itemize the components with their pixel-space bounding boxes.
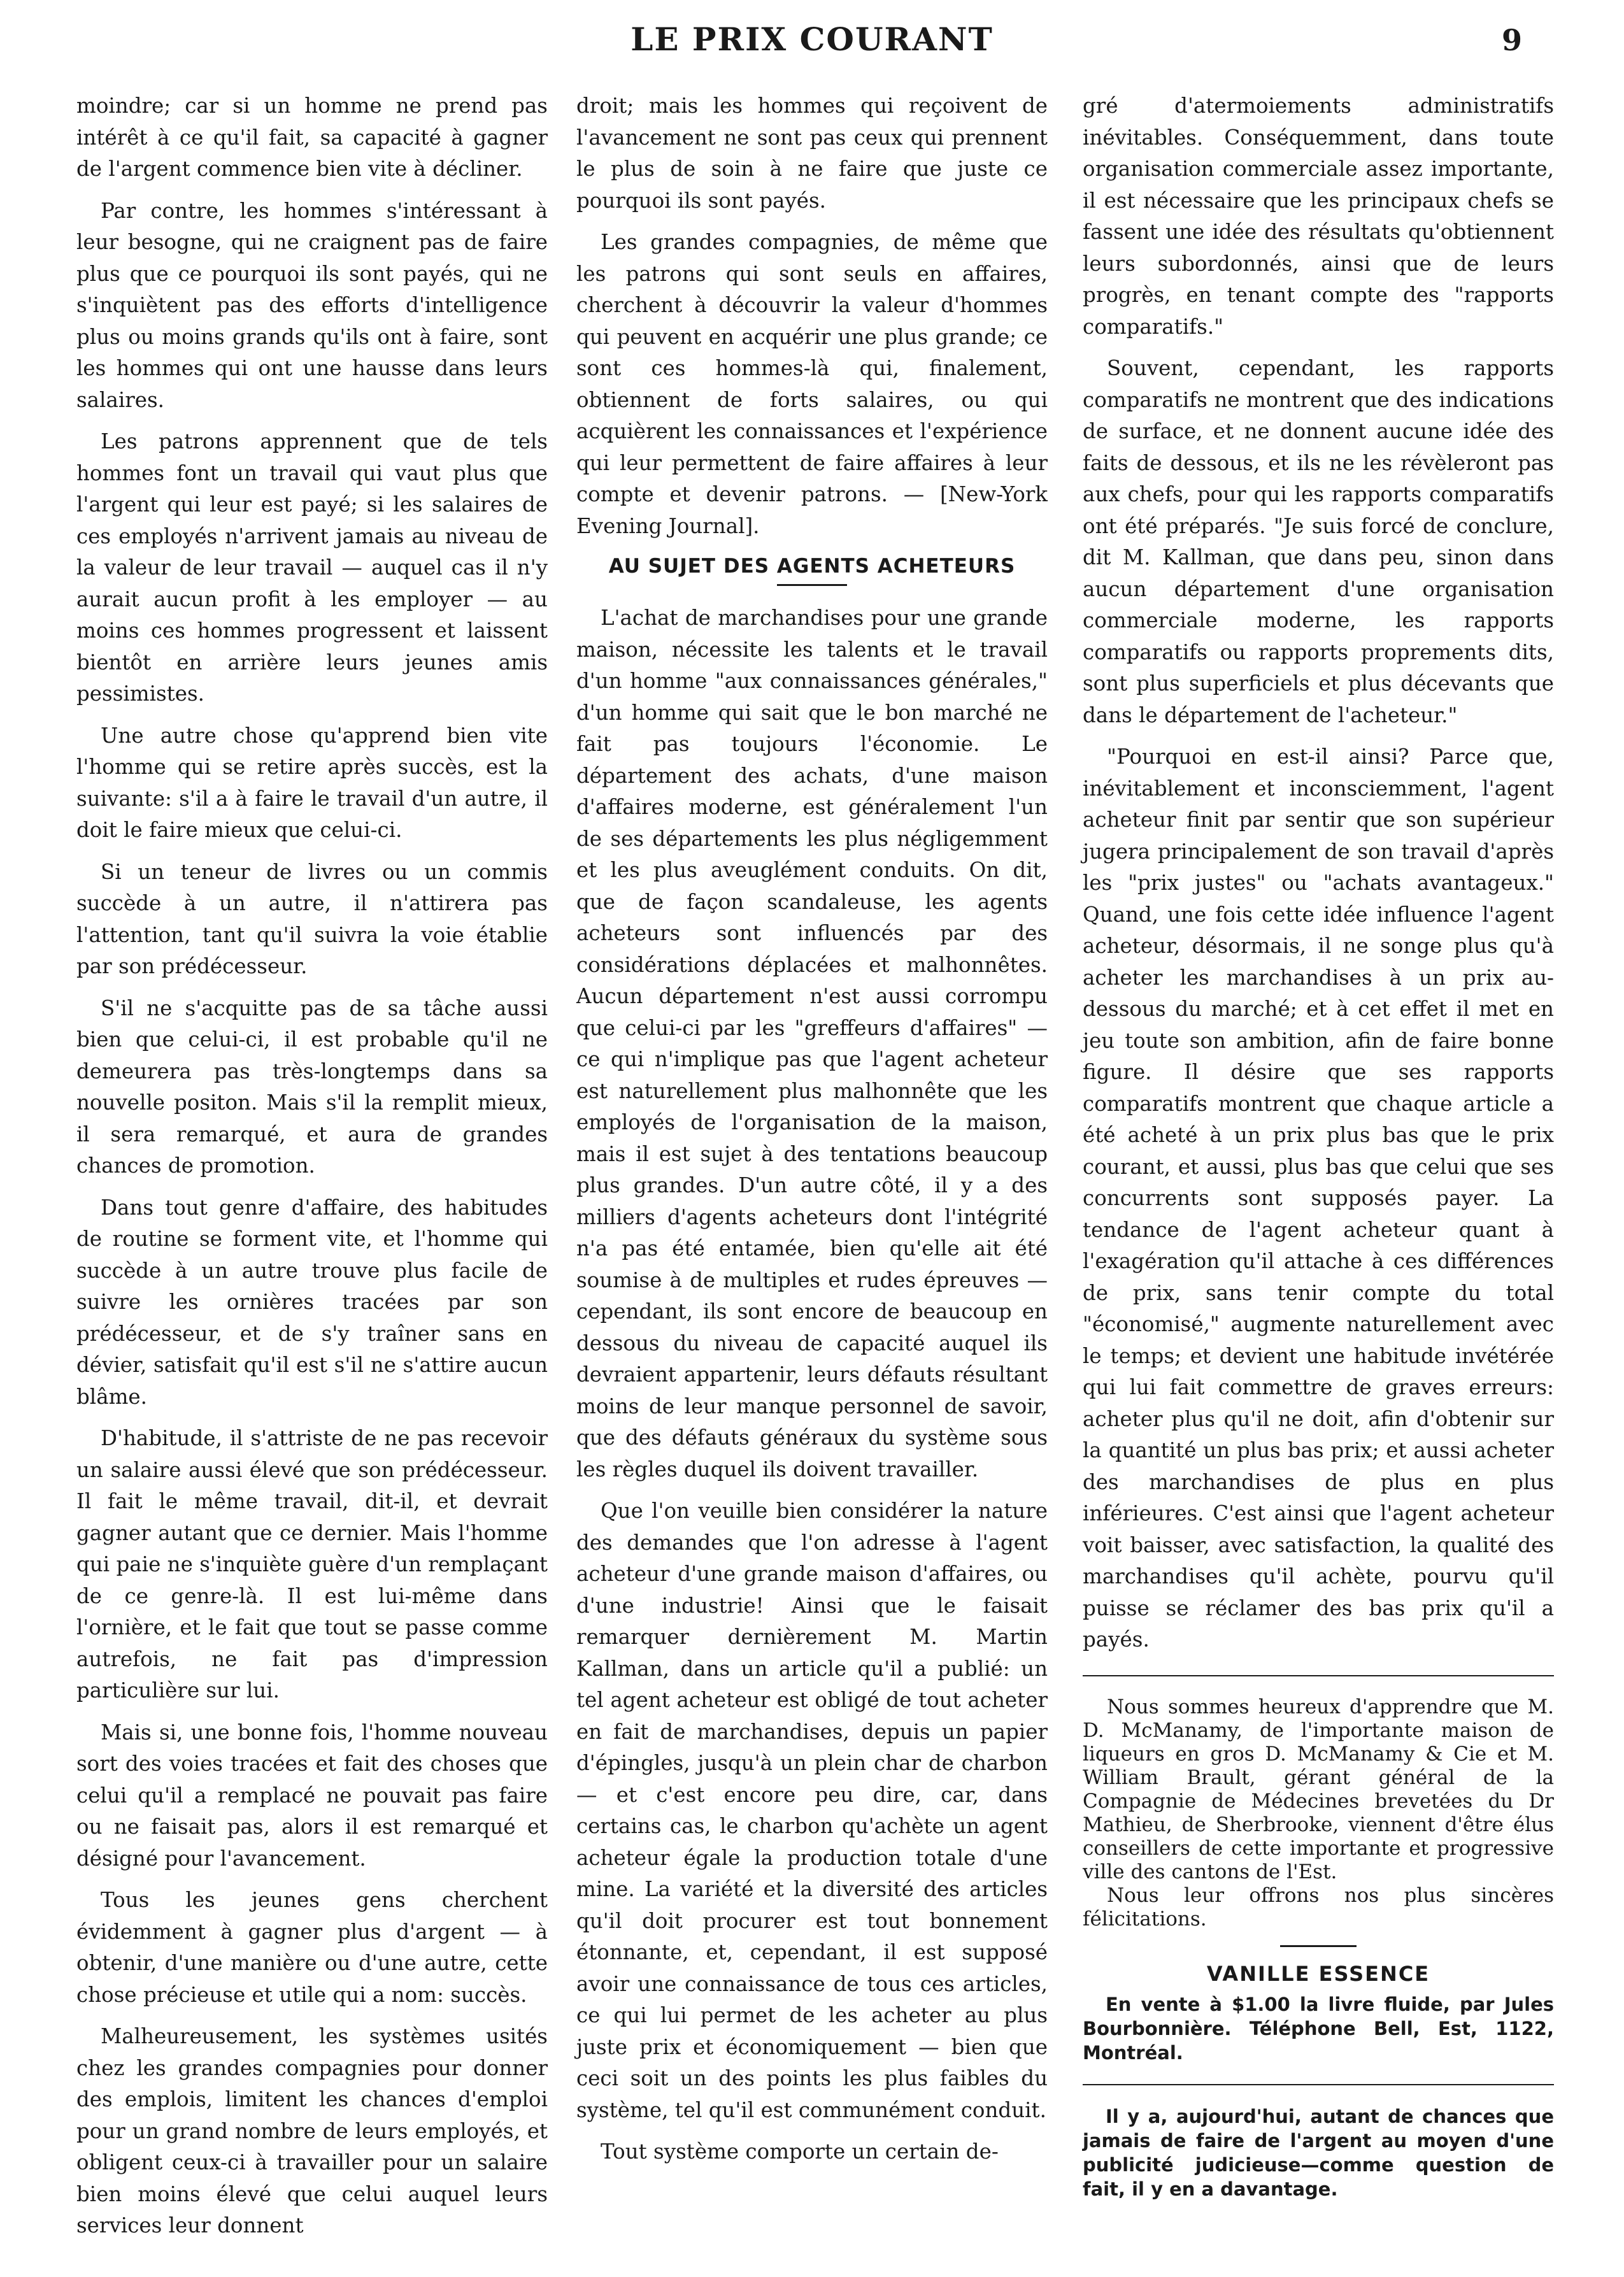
- paragraph: Tout système comporte un certain de-: [601, 2139, 999, 2164]
- paragraph: Dans tout genre d'affaire, des habitudes de routine se forment vite, et l'homme qui succède à un autre trouve plus facile de suivre les ornières tracées par son prédécesseur, et de s'y traîner sans en dévier, satisfait qu'il est s'il ne s'attire aucun blâme.: [76, 1195, 548, 1409]
- paragraph: Que l'on veuille bien considérer la nature des demandes que l'on adresse à l'agent acheteur d'une grande maison d'affaires, ou d'une industrie! Ainsi que le faisait remarquer dernièrement M. Martin Kallman, dans un article qu'il a publié: un tel agent acheteur est obligé de tout acheter en fait de marchandises, depuis un papier d'épingles, jusqu'à un plein char de charbon — et c'est encore peu dire, car, dans certains cas, le charbon qu'achète un agent acheteur égale la production totale d'une mine. La variété et la diversité des articles qu'il doit procurer est tout bonnement étonnante, et, cependant, il est supposé avoir une connaissance de tous ces articles, ce qui lui permet de les acheter au plus juste prix et économiquement — bien que ceci soit un des points les plus faibles du système, tel qu'il est communément conduit.: [576, 1499, 1048, 2122]
- paragraph: "Pourquoi en est-il ainsi? Parce que, inévitablement et inconsciemment, l'agent acheteur finit par sentir que son supérieur jugera principalement de son travail d'après les "prix justes" ou "achats avantageux." Quand, une fois cette idée influence l'agent acheteur, désormais, il ne songe plus qu'à acheter les marchandises à un prix au-dessous du marché; et à cet effet il met en jeu toute son ambition, afin de faire bonne figure. Il désire que ses rapports comparatifs montrent que chaque article a été acheté à un prix plus bas que le prix courant, et aussi, plus bas que celui que ses concurrents sont supposés payer. La tendance de l'agent acheteur quant à l'exagération qu'il attache à ces différences de prix, sans tenir compte du total "économisé," augmente naturellement avec le temps; et devient une habitude invétérée qui lui fait commettre de graves erreurs: acheter plus qu'il ne doit, afin d'obtenir sur la quantité un plus bas prix; et aussi acheter des marchandises de plus en plus inférieures. C'est ainsi que l'agent acheteur voit baisser, avec satisfaction, la qualité des marchandises qu'il achète, pourvu qu'il puisse se réclamer des bas prix qu'il a payés.: [1083, 745, 1554, 1652]
- paragraph: Par contre, les hommes s'intéressant à leur besogne, qui ne craignent pas de faire plus que ce pourquoi ils sont payés, qui ne s'inquiètent pas des efforts d'intelligence plus ou moins grands qu'ils ont à faire, sont les hommes qui ont une hausse dans leurs salaires.: [76, 198, 548, 412]
- heading-rule: [777, 584, 847, 586]
- page-number: 9: [1501, 23, 1522, 57]
- paragraph: D'habitude, il s'attriste de ne pas recevoir un salaire aussi élevé que son prédécesseur. Il fait le même travail, dit-il, et devrait gagner autant que ce dernier. Mais l'homme qui paie ne s'inquiète guère d'un remplaçant de ce genre-là. Il est lui-même dans l'ornière, et le fait que tout se passe comme autrefois, ne fait pas d'impression particulière sur lui.: [76, 1426, 548, 1702]
- divider-rule: [1280, 1945, 1357, 1947]
- paragraph: Les grandes compagnies, de même que les patrons qui sont seuls en affaires, cherchent à découvrir la valeur d'hommes qui peuvent en acquérir une plus grande; ce sont ces hommes-là qui, finalement, obtiennent de forts salaires, ou qui acquièrent les connaissances et l'expérience qui leur permettent de faire affaires à leur compte et devenir patrons. — [New-York Evening Journal].: [576, 230, 1048, 538]
- paragraph: Une autre chose qu'apprend bien vite l'homme qui se retire après succès, est la suivante: s'il a à faire le travail d'un autre, il doit le faire mieux que celui-ci.: [76, 723, 548, 842]
- notice: [1083, 1695, 1554, 1931]
- paragraph: Souvent, cependant, les rapports comparatifs ne montrent que des indications de surface, et ne donnent aucune idée des faits de dessous, et ils ne les révèleront pas aux chefs, pour qui les rapports comparatifs ont été préparés. "Je suis forcé de conclure, dit M. Kallman, que dans peu, sinon dans aucun département d'une organisation commerciale moderne, les rapports comparatifs ou rapports proprements dits, sont plus superficiels et plus décevants que dans le département de l'acheteur.": [1083, 356, 1554, 727]
- column-1: [76, 90, 548, 2252]
- paragraph: S'il ne s'acquitte pas de sa tâche aussi bien que celui-ci, il est probable qu'il ne demeurera pas très-longtemps dans sa nouvelle positon. Mais s'il la remplit mieux, il sera remarqué, et aura de grandes chances de promotion.: [76, 996, 548, 1178]
- section-heading: AU SUJET DES AGENTS ACHETEURS: [608, 555, 1016, 578]
- notice-paragraph: Nous sommes heureux d'apprendre que M. D. McManamy, de l'importante maison de liqueurs en gros D. McManamy & Cie et M. William Brault, gérant général de la Compagnie de Médecines brevetées du Dr Mathieu, de Sherbrooke, viennent d'être élus conseillers de cette importante et progressive ville des cantons de l'Est.: [1083, 1695, 1554, 1883]
- ad-body: En vente à $1.00 la livre fluide, par Jules Bourbonnière. Téléphone Bell, Est, 1122, Montréal.: [1083, 1994, 1554, 2064]
- column-2: [576, 90, 1048, 2178]
- section-divider: [1083, 1675, 1554, 1676]
- paragraph: droit; mais les hommes qui reçoivent de l'avancement ne sont pas ceux qui prennent le plus de soin à ne faire que juste ce pourquoi ils sont payés.: [576, 94, 1048, 213]
- notice-paragraph: Nous leur offrons nos plus sincères félicitations.: [1083, 1883, 1554, 1931]
- paragraph: gré d'atermoiements administratifs inévitables. Conséquemment, dans toute organisation commerciale assez importante, il est nécessaire que les principaux chefs se fassent une idée des résultats qu'obtiennent leurs subordonnés, ainsi que de leurs progrès, en tenant compte des "rapports comparatifs.": [1083, 94, 1554, 339]
- publicity-note: Il y a, aujourd'hui, autant de chances que jamais de faire de l'argent au moyen d'une publicité judicieuse—comme question de fait, il y en a davantage.: [1083, 2106, 1554, 2200]
- ad-title: VANILLE ESSENCE: [1206, 1961, 1430, 1986]
- paragraph: Mais si, une bonne fois, l'homme nouveau sort des voies tracées et fait des choses que celui qu'il a remplacé ne pouvait pas faire ou ne faisait pas, alors il est remarqué et désigné pour l'avancement.: [76, 1720, 548, 1871]
- column-3: [1083, 90, 1554, 2201]
- paragraph: Si un teneur de livres ou un commis succède à un autre, il n'attirera pas l'attention, tant qu'il suivra la voie établie par son prédécesseur.: [76, 859, 548, 978]
- page-title: LE PRIX COURANT: [630, 20, 994, 58]
- paragraph: L'achat de marchandises pour une grande maison, nécessite les talents et le travail d'un homme "aux connaissances générales," d'un homme qui sait que le bon marché ne fait pas toujours l'économie. Le département des achats, d'une maison d'affaires moderne, est généralement l'un de ses départements les plus négligemment et les plus aveuglément conduits. On dit, que de façon scandaleuse, les agents acheteurs sont influencés par des considérations déplacées et malhonnêtes. Aucun département n'est aussi corrompu que celui-ci par les "greffeurs d'affaires" — ce qui n'implique pas que l'agent acheteur est naturellement plus malhonnête que les employés de l'organisation de la maison, mais il est sujet à des tentations beaucoup plus grandes. D'un autre côté, il y a des milliers d'agents acheteurs dont l'intégrité n'a pas été entamée, bien qu'elle ait été soumise à de multiples et rudes épreuves — cependant, ils sont encore de beaucoup en dessous du niveau de capacité auquel ils devraient appartenir, leurs défauts résultant moins de leur manque personnel de savoir, que des défauts généraux du système sous les règles duquel ils doivent travailler.: [576, 606, 1048, 1481]
- section-divider: [1083, 2084, 1554, 2085]
- paragraph: Les patrons apprennent que de tels hommes font un travail qui vaut plus que l'argent qui leur est payé; si les salaires de ces employés n'arrivent jamais au niveau de la valeur de leur travail — auquel cas il n'y aurait aucun profit à les employer — au moins ces hommes progressent et laissent bientôt en arrière leurs jeunes amis pessimistes.: [76, 429, 548, 706]
- paragraph: Malheureusement, les systèmes usités chez les grandes compagnies pour donner des emplois, limitent les chances d'emploi pour un grand nombre de leurs employés, et obligent ceux-ci à travailler pour un salaire bien moins élevé que celui auquel leurs services leur donnent: [76, 2024, 548, 2238]
- paragraph: moindre; car si un homme ne prend pas intérêt à ce qu'il fait, sa capacité à gagner de l'argent commence bien vite à décliner.: [76, 94, 548, 181]
- paragraph: Tous les jeunes gens cherchent évidemment à gagner plus d'argent — à obtenir, d'une manière ou d'une autre, cette chose précieuse et utile qui a nom: succès.: [76, 1888, 548, 2007]
- masthead: [0, 20, 1624, 71]
